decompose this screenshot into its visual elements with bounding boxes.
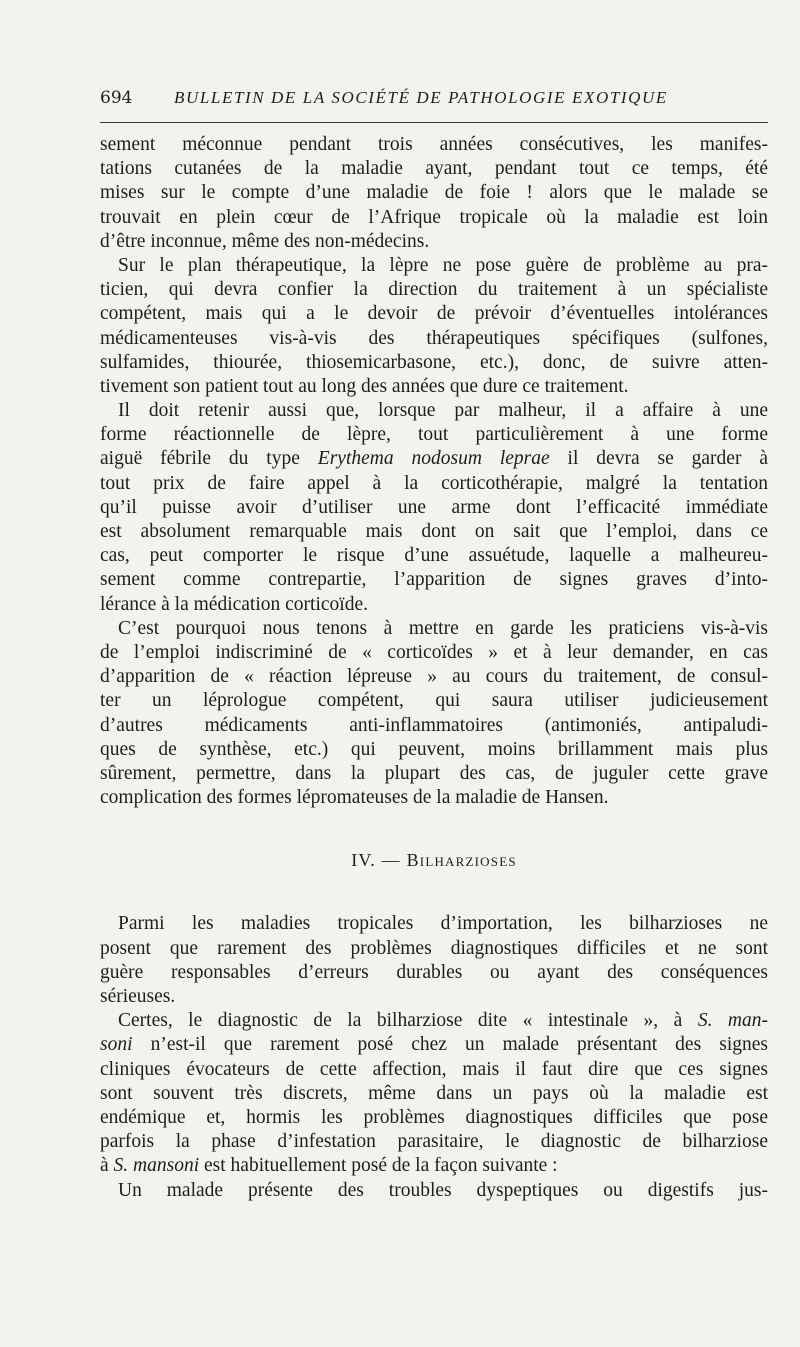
text-line: d’être inconnue, même des non-médecins.: [100, 230, 430, 252]
text-line: à S. mansoni est habituellement posé de la façon suivante :: [100, 1155, 558, 1177]
text-line: sulfamides, thiourée, thiosemicarbasone, etc.), donc, de suivre atten-: [100, 351, 768, 373]
text-line: guère responsables d’erreurs durables ou ayant des conséquences: [100, 961, 768, 983]
text-line: compétent, mais qui a le devoir de prévoir d’éventuelles intolérances: [100, 303, 768, 325]
section-number: IV. —: [351, 850, 401, 871]
paragraph: [100, 399, 768, 617]
text-line: Un malade présente des troubles dyspeptiques ou digestifs jus-: [118, 1179, 768, 1201]
page-number: 694: [100, 88, 133, 108]
text-line: complication des formes lépromateuses de la maladie de Hansen.: [100, 787, 609, 809]
text-line: tout prix de faire appel à la corticothérapie, malgré la tentation: [100, 472, 768, 494]
text-line: Certes, le diagnostic de la bilharziose dite « intestinale », à S. man-: [118, 1010, 768, 1032]
article-body: [100, 133, 768, 1203]
text-line: Sur le plan thérapeutique, la lèpre ne pose guère de problème au pra-: [118, 254, 768, 276]
paragraph: [100, 912, 768, 1009]
text-line: Il doit retenir aussi que, lorsque par malheur, il a affaire à une: [118, 400, 768, 422]
text-line: C’est pourquoi nous tenons à mettre en garde les praticiens vis-à-vis: [118, 617, 768, 639]
text-line: sûrement, permettre, dans la plupart des cas, de juguler cette grave: [100, 762, 768, 784]
text-line: ter un léprologue compétent, qui saura utiliser judicieusement: [100, 690, 768, 712]
text-line: est absolument remarquable mais dont on sait que l’emploi, dans ce: [100, 521, 768, 542]
text-block-bilharzia: [100, 912, 768, 1202]
text-line: tations cutanées de la maladie ayant, pendant tout ce temps, été: [100, 158, 768, 180]
running-header: [100, 88, 768, 123]
section-heading: [100, 848, 768, 872]
document-page: [100, 88, 768, 1203]
text-line: d’apparition de « réaction lépreuse » au cours du traitement, de consul-: [100, 666, 768, 688]
section-title: Bilharzioses: [406, 850, 517, 871]
journal-title: BULLETIN DE LA SOCIÉTÉ DE PATHOLOGIE EXOTIQUE: [174, 88, 668, 107]
text-line: lérance à la médication corticoïde.: [100, 593, 368, 615]
paragraph: [100, 1179, 768, 1203]
paragraph: [100, 133, 768, 254]
text-line: sement comme contrepartie, l’apparition de signes graves d’into-: [100, 569, 768, 591]
text-line: forme réactionnelle de lèpre, tout particulièrement à une forme: [100, 424, 768, 446]
text-line: mises sur le compte d’une maladie de foie ! alors que le malade se: [100, 182, 768, 204]
text-line: cliniques évocateurs de cette affection, mais il faut dire que ces signes: [100, 1058, 768, 1080]
text-line: médicamenteuses vis-à-vis des thérapeutiques spécifiques (sulfones,: [100, 327, 768, 349]
text-line: parfois la phase d’infestation parasitaire, le diagnostic de bilharziose: [100, 1131, 768, 1153]
text-line: Parmi les maladies tropicales d’importation, les bilharzioses ne: [118, 913, 768, 935]
text-line: posent que rarement des problèmes diagnostiques difficiles et ne sont: [100, 937, 768, 959]
text-line: endémique et, hormis les problèmes diagnostiques difficiles que pose: [100, 1106, 768, 1128]
text-line: de l’emploi indiscriminé de « corticoïdes » et à leur demander, en cas: [100, 641, 768, 663]
paragraph: [100, 254, 768, 399]
text-line: qu’il puisse avoir d’utiliser une arme dont l’efficacité immédiate: [100, 496, 768, 518]
text-line: d’autres médicaments anti-inflammatoires (antimoniés, antipaludi-: [100, 714, 768, 736]
paragraph: [100, 617, 768, 811]
text-line: ticien, qui devra confier la direction du traitement à un spécialiste: [100, 279, 768, 301]
text-line: sement méconnue pendant trois années consécutives, les manifes-: [100, 134, 768, 155]
paragraph: [100, 1009, 768, 1178]
text-line: soni n’est-il que rarement posé chez un malade présentant des signes: [100, 1034, 768, 1056]
text-line: sérieuses.: [100, 986, 176, 1008]
text-line: tivement son patient tout au long des années que dure ce traitement.: [100, 375, 629, 397]
text-line: cas, peut comporter le risque d’une assuétude, laquelle a malheureu-: [100, 545, 768, 567]
text-line: aiguë fébrile du type Erythema nodosum leprae il devra se garder à: [100, 448, 768, 470]
text-block-leprosy: [100, 133, 768, 810]
text-line: sont souvent très discrets, même dans un pays où la maladie est: [100, 1082, 768, 1104]
text-line: ques de synthèse, etc.) qui peuvent, moins brillamment mais plus: [100, 738, 768, 760]
text-line: trouvait en plein cœur de l’Afrique tropicale où la maladie est loin: [100, 206, 768, 228]
